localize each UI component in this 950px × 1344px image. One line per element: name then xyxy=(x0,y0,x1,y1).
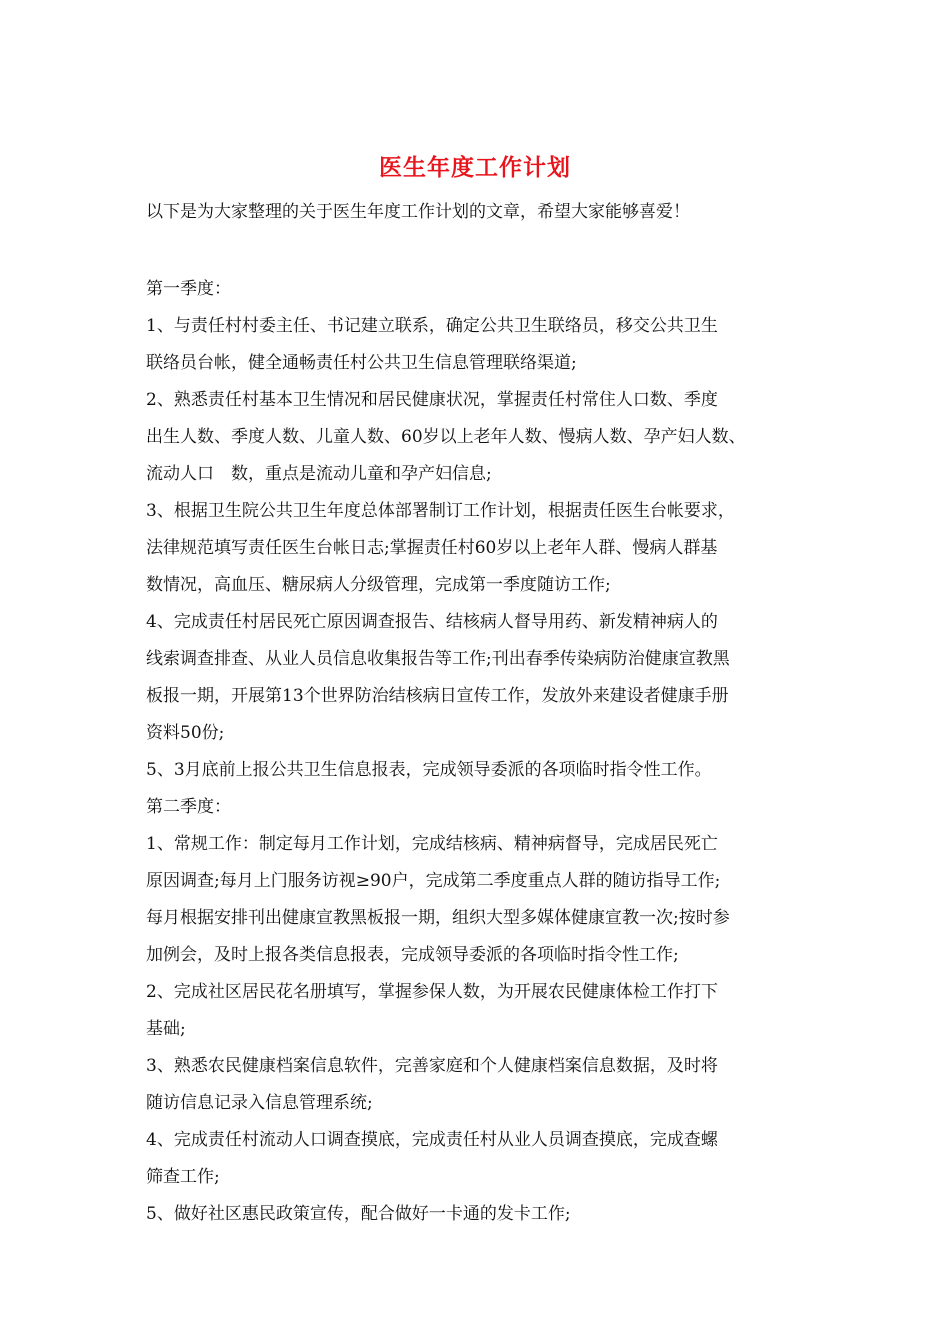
text-line: 4、完成责任村居民死亡原因调查报告、结核病人督导用药、新发精神病人的 xyxy=(146,612,718,632)
text-line: 2、熟悉责任村基本卫生情况和居民健康状况，掌握责任村常住人口数、季度 xyxy=(146,390,718,410)
text-line: 法律规范填写责任医生台帐日志;掌握责任村60岁以上老年人群、慢病人群基 xyxy=(146,538,718,558)
text-line: 板报一期，开展第13个世界防治结核病日宣传工作，发放外来建设者健康手册 xyxy=(146,686,729,706)
text-line: 4、完成责任村流动人口调查摸底，完成责任村从业人员调查摸底，完成查螺 xyxy=(146,1130,718,1150)
text-line: 5、做好社区惠民政策宣传，配合做好一卡通的发卡工作; xyxy=(146,1204,571,1224)
document-body xyxy=(146,234,826,1233)
section-heading-q2: 第二季度： xyxy=(146,797,231,817)
text-line: 出生人数、季度人数、儿童人数、60岁以上老年人数、慢病人数、孕产妇人数、 xyxy=(146,427,746,447)
text-line: 原因调查;每月上门服务访视≥90户，完成第二季度重点人群的随访指导工作; xyxy=(146,871,721,891)
text-line: 2、完成社区居民花名册填写，掌握参保人数，为开展农民健康体检工作打下 xyxy=(146,982,718,1002)
text-line: 流动人口 数，重点是流动儿童和孕产妇信息; xyxy=(146,464,492,484)
text-line: 线索调查排查、从业人员信息收集报告等工作;刊出春季传染病防治健康宣教黑 xyxy=(146,649,730,669)
text-line: 1、与责任村村委主任、书记建立联系，确定公共卫生联络员，移交公共卫生 xyxy=(146,316,718,336)
text-line: 基础; xyxy=(146,1019,186,1039)
section-heading-q1: 第一季度： xyxy=(146,279,231,299)
text-line: 加例会，及时上报各类信息报表，完成领导委派的各项临时指令性工作; xyxy=(146,945,679,965)
text-line: 随访信息记录入信息管理系统; xyxy=(146,1093,373,1113)
intro-paragraph: 以下是为大家整理的关于医生年度工作计划的文章，希望大家能够喜爱！ xyxy=(146,202,690,222)
text-line: 3、根据卫生院公共卫生年度总体部署制订工作计划，根据责任医生台帐要求， xyxy=(146,501,735,521)
text-line: 5、3月底前上报公共卫生信息报表，完成领导委派的各项临时指令性工作。 xyxy=(146,760,712,780)
text-line: 每月根据安排刊出健康宣教黑板报一期，组织大型多媒体健康宣教一次;按时参 xyxy=(146,908,730,928)
text-line: 资料50份; xyxy=(146,723,225,743)
text-line: 3、熟悉农民健康档案信息软件，完善家庭和个人健康档案信息数据，及时将 xyxy=(146,1056,718,1076)
text-line: 联络员台帐，健全通畅责任村公共卫生信息管理联络渠道; xyxy=(146,353,577,373)
blank-line xyxy=(146,234,826,271)
text-line: 筛查工作; xyxy=(146,1167,220,1187)
text-line: 1、常规工作：制定每月工作计划，完成结核病、精神病督导，完成居民死亡 xyxy=(146,834,718,854)
document-title: 医生年度工作计划 xyxy=(379,154,571,181)
text-line: 数情况，高血压、糖尿病人分级管理，完成第一季度随访工作; xyxy=(146,575,611,595)
